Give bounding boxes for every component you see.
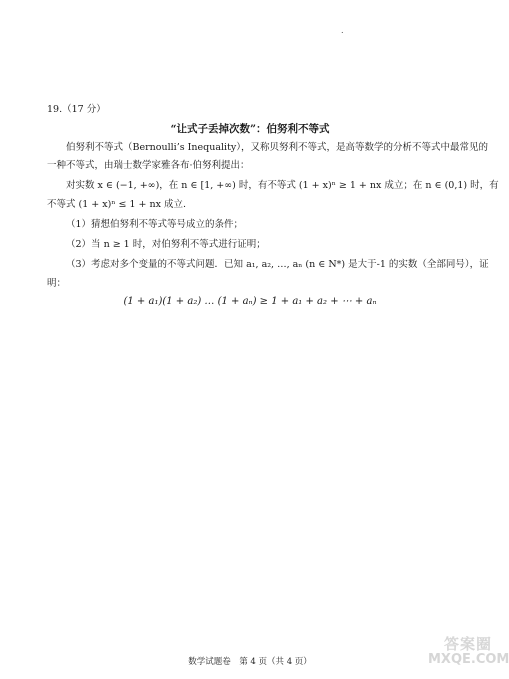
statement-line-1: 对实数 x ∈ (−1, +∞)，在 n ∈ [1, +∞) 时，有不等式 (1 + x)ⁿ ≥ 1 + nx 成立；在 n ∈ (0,1) 时，有	[66, 180, 499, 191]
question-title: “让式子丢掉次数”：伯努利不等式	[170, 123, 330, 135]
intro-line-2: 一种不等式，由瑞士数学家雅各布·伯努利提出：	[47, 160, 250, 171]
question-number: 19.（17 分）	[47, 104, 106, 115]
watermark-line-2: MXQE.COM	[428, 652, 509, 667]
watermark-logo	[428, 635, 509, 672]
inequality-formula: (1 + a₁)(1 + a₂) … (1 + aₙ) ≥ 1 + a₁ + a₂ + ⋯ + aₙ	[123, 296, 377, 307]
watermark-line-1: 答案圈	[443, 635, 492, 653]
part-3-line-2: 明：	[47, 278, 67, 289]
statement-line-2: 不等式 (1 + x)ⁿ ≤ 1 + nx 成立.	[47, 199, 187, 210]
part-1: （1）猜想伯努利不等式等号成立的条件；	[66, 219, 244, 230]
intro-line-1: 伯努利不等式（Bernoulli’s Inequality），又称贝努利不等式，是高等数学的分析不等式中最常见的	[66, 142, 488, 153]
scan-mark: .	[341, 26, 344, 35]
page-footer: 数学试题卷 第 4 页（共 4 页）	[188, 657, 312, 667]
part-2: （2）当 n ≥ 1 时，对伯努利不等式进行证明；	[66, 239, 266, 250]
part-3-line-1: （3）考虑对多个变量的不等式问题．已知 a₁, a₂, …, aₙ (n ∈ N*) 是大于-1 的实数（全部同号），证	[66, 259, 489, 270]
